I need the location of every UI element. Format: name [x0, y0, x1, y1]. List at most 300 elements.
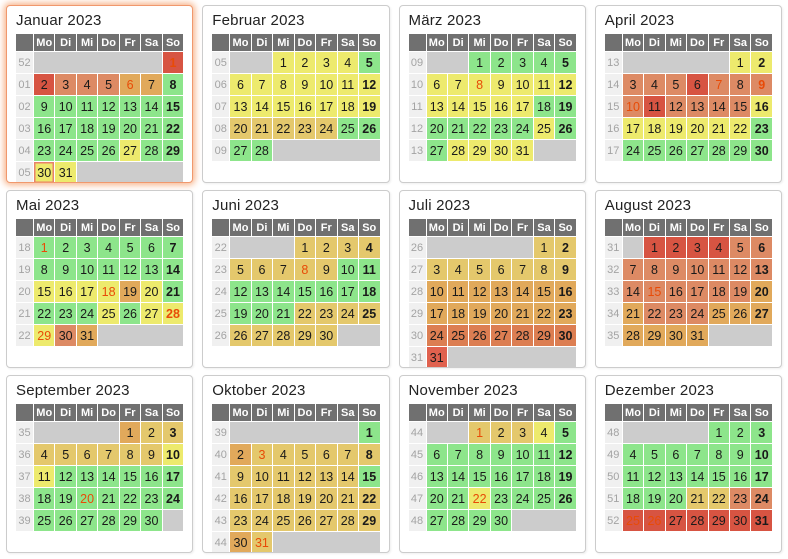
day-cell[interactable]: 11	[448, 281, 468, 302]
day-cell[interactable]: 26	[359, 118, 380, 139]
day-cell[interactable]: 8	[709, 444, 729, 465]
day-cell[interactable]: 25	[34, 510, 54, 531]
day-cell[interactable]: 17	[316, 96, 336, 117]
day-cell[interactable]: 26	[295, 510, 315, 531]
day-cell[interactable]: 3	[316, 52, 336, 73]
day-cell[interactable]: 7	[338, 444, 358, 465]
day-cell[interactable]: 19	[295, 488, 315, 509]
day-cell[interactable]: 18	[534, 466, 554, 487]
day-cell[interactable]: 16	[230, 488, 250, 509]
day-cell[interactable]: 22	[295, 303, 315, 324]
day-cell[interactable]: 28	[141, 140, 161, 161]
day-cell[interactable]: 30	[491, 140, 511, 161]
day-cell[interactable]: 14	[448, 466, 468, 487]
day-cell[interactable]: 5	[555, 52, 576, 73]
day-cell[interactable]: 21	[687, 488, 707, 509]
day-cell[interactable]: 3	[55, 74, 75, 95]
day-cell[interactable]: 19	[359, 96, 380, 117]
day-cell[interactable]: 26	[120, 303, 140, 324]
day-cell[interactable]: 11	[77, 96, 97, 117]
day-cell[interactable]: 19	[666, 118, 686, 139]
day-cell[interactable]: 19	[230, 303, 250, 324]
day-cell[interactable]: 13	[427, 466, 447, 487]
day-cell[interactable]: 15	[163, 96, 184, 117]
day-cell[interactable]: 3	[623, 74, 643, 95]
day-cell[interactable]: 7	[709, 74, 729, 95]
day-cell[interactable]: 27	[141, 303, 161, 324]
day-cell[interactable]: 3	[687, 237, 707, 258]
day-cell[interactable]: 17	[751, 466, 772, 487]
day-cell[interactable]: 13	[77, 466, 97, 487]
day-cell[interactable]: 11	[34, 466, 54, 487]
day-cell[interactable]: 26	[469, 325, 489, 346]
day-cell[interactable]: 14	[273, 281, 293, 302]
day-cell[interactable]: 15	[295, 281, 315, 302]
day-cell[interactable]: 22	[709, 488, 729, 509]
day-cell[interactable]: 14	[512, 281, 532, 302]
day-cell[interactable]: 4	[644, 74, 664, 95]
day-cell[interactable]: 26	[555, 488, 576, 509]
day-cell[interactable]: 18	[34, 488, 54, 509]
day-cell[interactable]: 5	[666, 74, 686, 95]
day-cell[interactable]: 4	[534, 422, 554, 443]
day-cell[interactable]: 9	[666, 259, 686, 280]
day-cell[interactable]: 9	[751, 74, 772, 95]
day-cell[interactable]: 27	[491, 325, 511, 346]
day-cell[interactable]: 26	[644, 510, 664, 531]
day-cell[interactable]: 2	[666, 237, 686, 258]
day-cell[interactable]: 24	[512, 488, 532, 509]
day-cell[interactable]: 14	[709, 96, 729, 117]
day-cell[interactable]: 20	[230, 118, 250, 139]
day-cell[interactable]: 11	[98, 259, 118, 280]
day-cell[interactable]: 25	[448, 325, 468, 346]
day-cell[interactable]: 4	[359, 237, 380, 258]
day-cell[interactable]: 14	[623, 281, 643, 302]
day-cell[interactable]: 29	[534, 325, 554, 346]
day-cell[interactable]: 6	[316, 444, 336, 465]
day-cell[interactable]: 12	[295, 466, 315, 487]
day-cell[interactable]: 12	[120, 259, 140, 280]
day-cell[interactable]: 16	[141, 466, 161, 487]
day-cell[interactable]: 24	[427, 325, 447, 346]
day-cell[interactable]: 25	[623, 510, 643, 531]
day-cell[interactable]: 19	[555, 466, 576, 487]
day-cell[interactable]: 2	[555, 237, 576, 258]
day-cell[interactable]: 20	[751, 281, 772, 302]
day-cell[interactable]: 23	[230, 510, 250, 531]
day-cell[interactable]: 27	[427, 510, 447, 531]
day-cell[interactable]: 4	[338, 52, 358, 73]
day-cell[interactable]: 18	[709, 281, 729, 302]
day-cell[interactable]: 24	[77, 303, 97, 324]
day-cell[interactable]: 5	[295, 444, 315, 465]
day-cell[interactable]: 1	[534, 237, 554, 258]
day-cell[interactable]: 29	[359, 510, 380, 531]
day-cell[interactable]: 3	[77, 237, 97, 258]
day-cell[interactable]: 10	[512, 74, 532, 95]
day-cell[interactable]: 3	[338, 237, 358, 258]
day-cell[interactable]: 28	[623, 325, 643, 346]
day-cell[interactable]: 18	[623, 488, 643, 509]
day-cell[interactable]: 28	[448, 510, 468, 531]
day-cell[interactable]: 1	[120, 422, 140, 443]
day-cell[interactable]: 26	[555, 118, 576, 139]
day-cell[interactable]: 7	[623, 259, 643, 280]
day-cell[interactable]: 21	[623, 303, 643, 324]
day-cell[interactable]: 9	[55, 259, 75, 280]
day-cell[interactable]: 28	[252, 140, 272, 161]
day-cell[interactable]: 6	[141, 237, 161, 258]
day-cell[interactable]: 19	[644, 488, 664, 509]
day-cell[interactable]: 5	[120, 237, 140, 258]
day-cell[interactable]: 5	[730, 237, 750, 258]
day-cell[interactable]: 1	[34, 237, 54, 258]
day-cell[interactable]: 7	[448, 444, 468, 465]
day-cell[interactable]: 12	[644, 466, 664, 487]
day-cell[interactable]: 1	[644, 237, 664, 258]
day-cell[interactable]: 17	[623, 118, 643, 139]
day-cell[interactable]: 23	[666, 303, 686, 324]
day-cell[interactable]: 20	[687, 118, 707, 139]
day-cell[interactable]: 15	[273, 96, 293, 117]
day-cell[interactable]: 16	[730, 466, 750, 487]
day-cell[interactable]: 4	[623, 444, 643, 465]
day-cell[interactable]: 8	[120, 444, 140, 465]
day-cell[interactable]: 8	[163, 74, 184, 95]
day-cell[interactable]: 19	[98, 118, 118, 139]
day-cell[interactable]: 24	[338, 303, 358, 324]
day-cell[interactable]: 27	[687, 140, 707, 161]
day-cell[interactable]: 5	[644, 444, 664, 465]
day-cell[interactable]: 15	[120, 466, 140, 487]
day-cell[interactable]: 12	[469, 281, 489, 302]
day-cell[interactable]: 22	[534, 303, 554, 324]
day-cell[interactable]: 1	[469, 52, 489, 73]
day-cell[interactable]: 7	[448, 74, 468, 95]
day-cell[interactable]: 23	[730, 488, 750, 509]
day-cell[interactable]: 8	[469, 444, 489, 465]
day-cell[interactable]: 20	[491, 303, 511, 324]
day-cell[interactable]: 20	[252, 303, 272, 324]
day-cell[interactable]: 16	[34, 118, 54, 139]
day-cell[interactable]: 1	[469, 422, 489, 443]
day-cell[interactable]: 30	[230, 532, 250, 553]
day-cell[interactable]: 10	[687, 259, 707, 280]
day-cell[interactable]: 23	[491, 488, 511, 509]
day-cell[interactable]: 20	[666, 488, 686, 509]
day-cell[interactable]: 7	[163, 237, 184, 258]
day-cell[interactable]: 20	[427, 118, 447, 139]
day-cell[interactable]: 1	[295, 237, 315, 258]
day-cell[interactable]: 8	[34, 259, 54, 280]
day-cell[interactable]: 30	[34, 162, 54, 183]
day-cell[interactable]: 31	[427, 347, 447, 368]
day-cell[interactable]: 16	[751, 96, 772, 117]
day-cell[interactable]: 1	[163, 52, 184, 73]
day-cell[interactable]: 15	[730, 96, 750, 117]
day-cell[interactable]: 29	[709, 510, 729, 531]
day-cell[interactable]: 24	[252, 510, 272, 531]
day-cell[interactable]: 29	[730, 140, 750, 161]
day-cell[interactable]: 2	[230, 444, 250, 465]
day-cell[interactable]: 15	[644, 281, 664, 302]
day-cell[interactable]: 10	[77, 259, 97, 280]
day-cell[interactable]: 2	[34, 74, 54, 95]
day-cell[interactable]: 22	[469, 488, 489, 509]
day-cell[interactable]: 31	[77, 325, 97, 346]
day-cell[interactable]: 4	[77, 74, 97, 95]
day-cell[interactable]: 6	[666, 444, 686, 465]
day-cell[interactable]: 20	[141, 281, 161, 302]
day-cell[interactable]: 8	[644, 259, 664, 280]
day-cell[interactable]: 21	[512, 303, 532, 324]
day-cell[interactable]: 31	[512, 140, 532, 161]
day-cell[interactable]: 20	[77, 488, 97, 509]
day-cell[interactable]: 2	[295, 52, 315, 73]
day-cell[interactable]: 10	[512, 444, 532, 465]
day-cell[interactable]: 9	[141, 444, 161, 465]
day-cell[interactable]: 21	[448, 488, 468, 509]
day-cell[interactable]: 30	[491, 510, 511, 531]
day-cell[interactable]: 24	[316, 118, 336, 139]
day-cell[interactable]: 18	[98, 281, 118, 302]
day-cell[interactable]: 21	[709, 118, 729, 139]
day-cell[interactable]: 25	[273, 510, 293, 531]
day-cell[interactable]: 23	[751, 118, 772, 139]
day-cell[interactable]: 11	[338, 74, 358, 95]
day-cell[interactable]: 20	[120, 118, 140, 139]
day-cell[interactable]: 13	[252, 281, 272, 302]
day-cell[interactable]: 4	[448, 259, 468, 280]
day-cell[interactable]: 28	[163, 303, 184, 324]
day-cell[interactable]: 14	[448, 96, 468, 117]
day-cell[interactable]: 28	[98, 510, 118, 531]
day-cell[interactable]: 14	[98, 466, 118, 487]
day-cell[interactable]: 25	[644, 140, 664, 161]
day-cell[interactable]: 9	[555, 259, 576, 280]
day-cell[interactable]: 13	[230, 96, 250, 117]
day-cell[interactable]: 29	[469, 140, 489, 161]
day-cell[interactable]: 17	[427, 303, 447, 324]
day-cell[interactable]: 20	[316, 488, 336, 509]
day-cell[interactable]: 19	[555, 96, 576, 117]
day-cell[interactable]: 31	[687, 325, 707, 346]
day-cell[interactable]: 26	[666, 140, 686, 161]
day-cell[interactable]: 4	[534, 52, 554, 73]
day-cell[interactable]: 11	[709, 259, 729, 280]
day-cell[interactable]: 24	[512, 118, 532, 139]
day-cell[interactable]: 26	[730, 303, 750, 324]
day-cell[interactable]: 10	[252, 466, 272, 487]
day-cell[interactable]: 12	[730, 259, 750, 280]
day-cell[interactable]: 6	[77, 444, 97, 465]
day-cell[interactable]: 9	[730, 444, 750, 465]
day-cell[interactable]: 22	[273, 118, 293, 139]
day-cell[interactable]: 9	[295, 74, 315, 95]
day-cell[interactable]: 23	[295, 118, 315, 139]
day-cell[interactable]: 18	[534, 96, 554, 117]
day-cell[interactable]: 20	[427, 488, 447, 509]
day-cell[interactable]: 26	[98, 140, 118, 161]
day-cell[interactable]: 10	[338, 259, 358, 280]
day-cell[interactable]: 7	[273, 259, 293, 280]
day-cell[interactable]: 31	[55, 162, 75, 183]
day-cell[interactable]: 15	[469, 466, 489, 487]
day-cell[interactable]: 18	[273, 488, 293, 509]
day-cell[interactable]: 18	[644, 118, 664, 139]
day-cell[interactable]: 24	[751, 488, 772, 509]
day-cell[interactable]: 22	[469, 118, 489, 139]
day-cell[interactable]: 12	[666, 96, 686, 117]
day-cell[interactable]: 11	[273, 466, 293, 487]
day-cell[interactable]: 16	[295, 96, 315, 117]
day-cell[interactable]: 30	[751, 140, 772, 161]
day-cell[interactable]: 3	[512, 422, 532, 443]
day-cell[interactable]: 5	[98, 74, 118, 95]
day-cell[interactable]: 9	[491, 444, 511, 465]
day-cell[interactable]: 17	[163, 466, 184, 487]
day-cell[interactable]: 28	[448, 140, 468, 161]
day-cell[interactable]: 1	[359, 422, 380, 443]
day-cell[interactable]: 24	[623, 140, 643, 161]
day-cell[interactable]: 29	[469, 510, 489, 531]
day-cell[interactable]: 24	[687, 303, 707, 324]
day-cell[interactable]: 25	[338, 118, 358, 139]
day-cell[interactable]: 13	[316, 466, 336, 487]
day-cell[interactable]: 6	[491, 259, 511, 280]
day-cell[interactable]: 15	[359, 466, 380, 487]
day-cell[interactable]: 4	[273, 444, 293, 465]
day-cell[interactable]: 15	[709, 466, 729, 487]
day-cell[interactable]: 27	[666, 510, 686, 531]
day-cell[interactable]: 21	[273, 303, 293, 324]
day-cell[interactable]: 11	[644, 96, 664, 117]
day-cell[interactable]: 17	[338, 281, 358, 302]
day-cell[interactable]: 28	[512, 325, 532, 346]
day-cell[interactable]: 13	[491, 281, 511, 302]
day-cell[interactable]: 8	[273, 74, 293, 95]
day-cell[interactable]: 13	[141, 259, 161, 280]
day-cell[interactable]: 17	[55, 118, 75, 139]
day-cell[interactable]: 23	[34, 140, 54, 161]
day-cell[interactable]: 7	[687, 444, 707, 465]
day-cell[interactable]: 23	[141, 488, 161, 509]
day-cell[interactable]: 13	[120, 96, 140, 117]
day-cell[interactable]: 5	[555, 422, 576, 443]
day-cell[interactable]: 17	[77, 281, 97, 302]
day-cell[interactable]: 9	[230, 466, 250, 487]
day-cell[interactable]: 2	[491, 422, 511, 443]
day-cell[interactable]: 25	[77, 140, 97, 161]
day-cell[interactable]: 9	[491, 74, 511, 95]
day-cell[interactable]: 17	[252, 488, 272, 509]
day-cell[interactable]: 19	[469, 303, 489, 324]
day-cell[interactable]: 18	[77, 118, 97, 139]
day-cell[interactable]: 5	[359, 52, 380, 73]
day-cell[interactable]: 2	[751, 52, 772, 73]
day-cell[interactable]: 28	[338, 510, 358, 531]
day-cell[interactable]: 28	[687, 510, 707, 531]
day-cell[interactable]: 1	[273, 52, 293, 73]
day-cell[interactable]: 11	[359, 259, 380, 280]
day-cell[interactable]: 29	[295, 325, 315, 346]
day-cell[interactable]: 26	[55, 510, 75, 531]
day-cell[interactable]: 21	[163, 281, 184, 302]
day-cell[interactable]: 17	[687, 281, 707, 302]
day-cell[interactable]: 2	[730, 422, 750, 443]
day-cell[interactable]: 27	[751, 303, 772, 324]
day-cell[interactable]: 5	[469, 259, 489, 280]
day-cell[interactable]: 16	[555, 281, 576, 302]
day-cell[interactable]: 7	[252, 74, 272, 95]
day-cell[interactable]: 11	[623, 466, 643, 487]
day-cell[interactable]: 7	[512, 259, 532, 280]
day-cell[interactable]: 19	[730, 281, 750, 302]
day-cell[interactable]: 19	[55, 488, 75, 509]
day-cell[interactable]: 21	[338, 488, 358, 509]
day-cell[interactable]: 11	[534, 74, 554, 95]
day-cell[interactable]: 7	[98, 444, 118, 465]
day-cell[interactable]: 27	[252, 325, 272, 346]
day-cell[interactable]: 23	[55, 303, 75, 324]
day-cell[interactable]: 2	[316, 237, 336, 258]
day-cell[interactable]: 22	[359, 488, 380, 509]
day-cell[interactable]: 24	[163, 488, 184, 509]
day-cell[interactable]: 6	[427, 74, 447, 95]
day-cell[interactable]: 22	[644, 303, 664, 324]
day-cell[interactable]: 13	[666, 466, 686, 487]
day-cell[interactable]: 27	[316, 510, 336, 531]
day-cell[interactable]: 23	[316, 303, 336, 324]
day-cell[interactable]: 22	[163, 118, 184, 139]
day-cell[interactable]: 10	[316, 74, 336, 95]
day-cell[interactable]: 21	[252, 118, 272, 139]
day-cell[interactable]: 10	[427, 281, 447, 302]
day-cell[interactable]: 25	[709, 303, 729, 324]
day-cell[interactable]: 13	[751, 259, 772, 280]
day-cell[interactable]: 3	[512, 52, 532, 73]
day-cell[interactable]: 23	[491, 118, 511, 139]
day-cell[interactable]: 12	[359, 74, 380, 95]
day-cell[interactable]: 25	[359, 303, 380, 324]
day-cell[interactable]: 14	[141, 96, 161, 117]
day-cell[interactable]: 30	[316, 325, 336, 346]
day-cell[interactable]: 8	[359, 444, 380, 465]
day-cell[interactable]: 6	[230, 74, 250, 95]
day-cell[interactable]: 22	[730, 118, 750, 139]
day-cell[interactable]: 23	[555, 303, 576, 324]
day-cell[interactable]: 14	[338, 466, 358, 487]
day-cell[interactable]: 9	[34, 96, 54, 117]
day-cell[interactable]: 1	[730, 52, 750, 73]
day-cell[interactable]: 30	[730, 510, 750, 531]
day-cell[interactable]: 12	[55, 466, 75, 487]
day-cell[interactable]: 12	[230, 281, 250, 302]
day-cell[interactable]: 27	[427, 140, 447, 161]
day-cell[interactable]: 30	[555, 325, 576, 346]
day-cell[interactable]: 18	[448, 303, 468, 324]
day-cell[interactable]: 8	[469, 74, 489, 95]
day-cell[interactable]: 31	[252, 532, 272, 553]
day-cell[interactable]: 10	[623, 96, 643, 117]
day-cell[interactable]: 14	[163, 259, 184, 280]
day-cell[interactable]: 25	[98, 303, 118, 324]
day-cell[interactable]: 27	[120, 140, 140, 161]
day-cell[interactable]: 22	[120, 488, 140, 509]
day-cell[interactable]: 10	[163, 444, 184, 465]
day-cell[interactable]: 11	[534, 444, 554, 465]
